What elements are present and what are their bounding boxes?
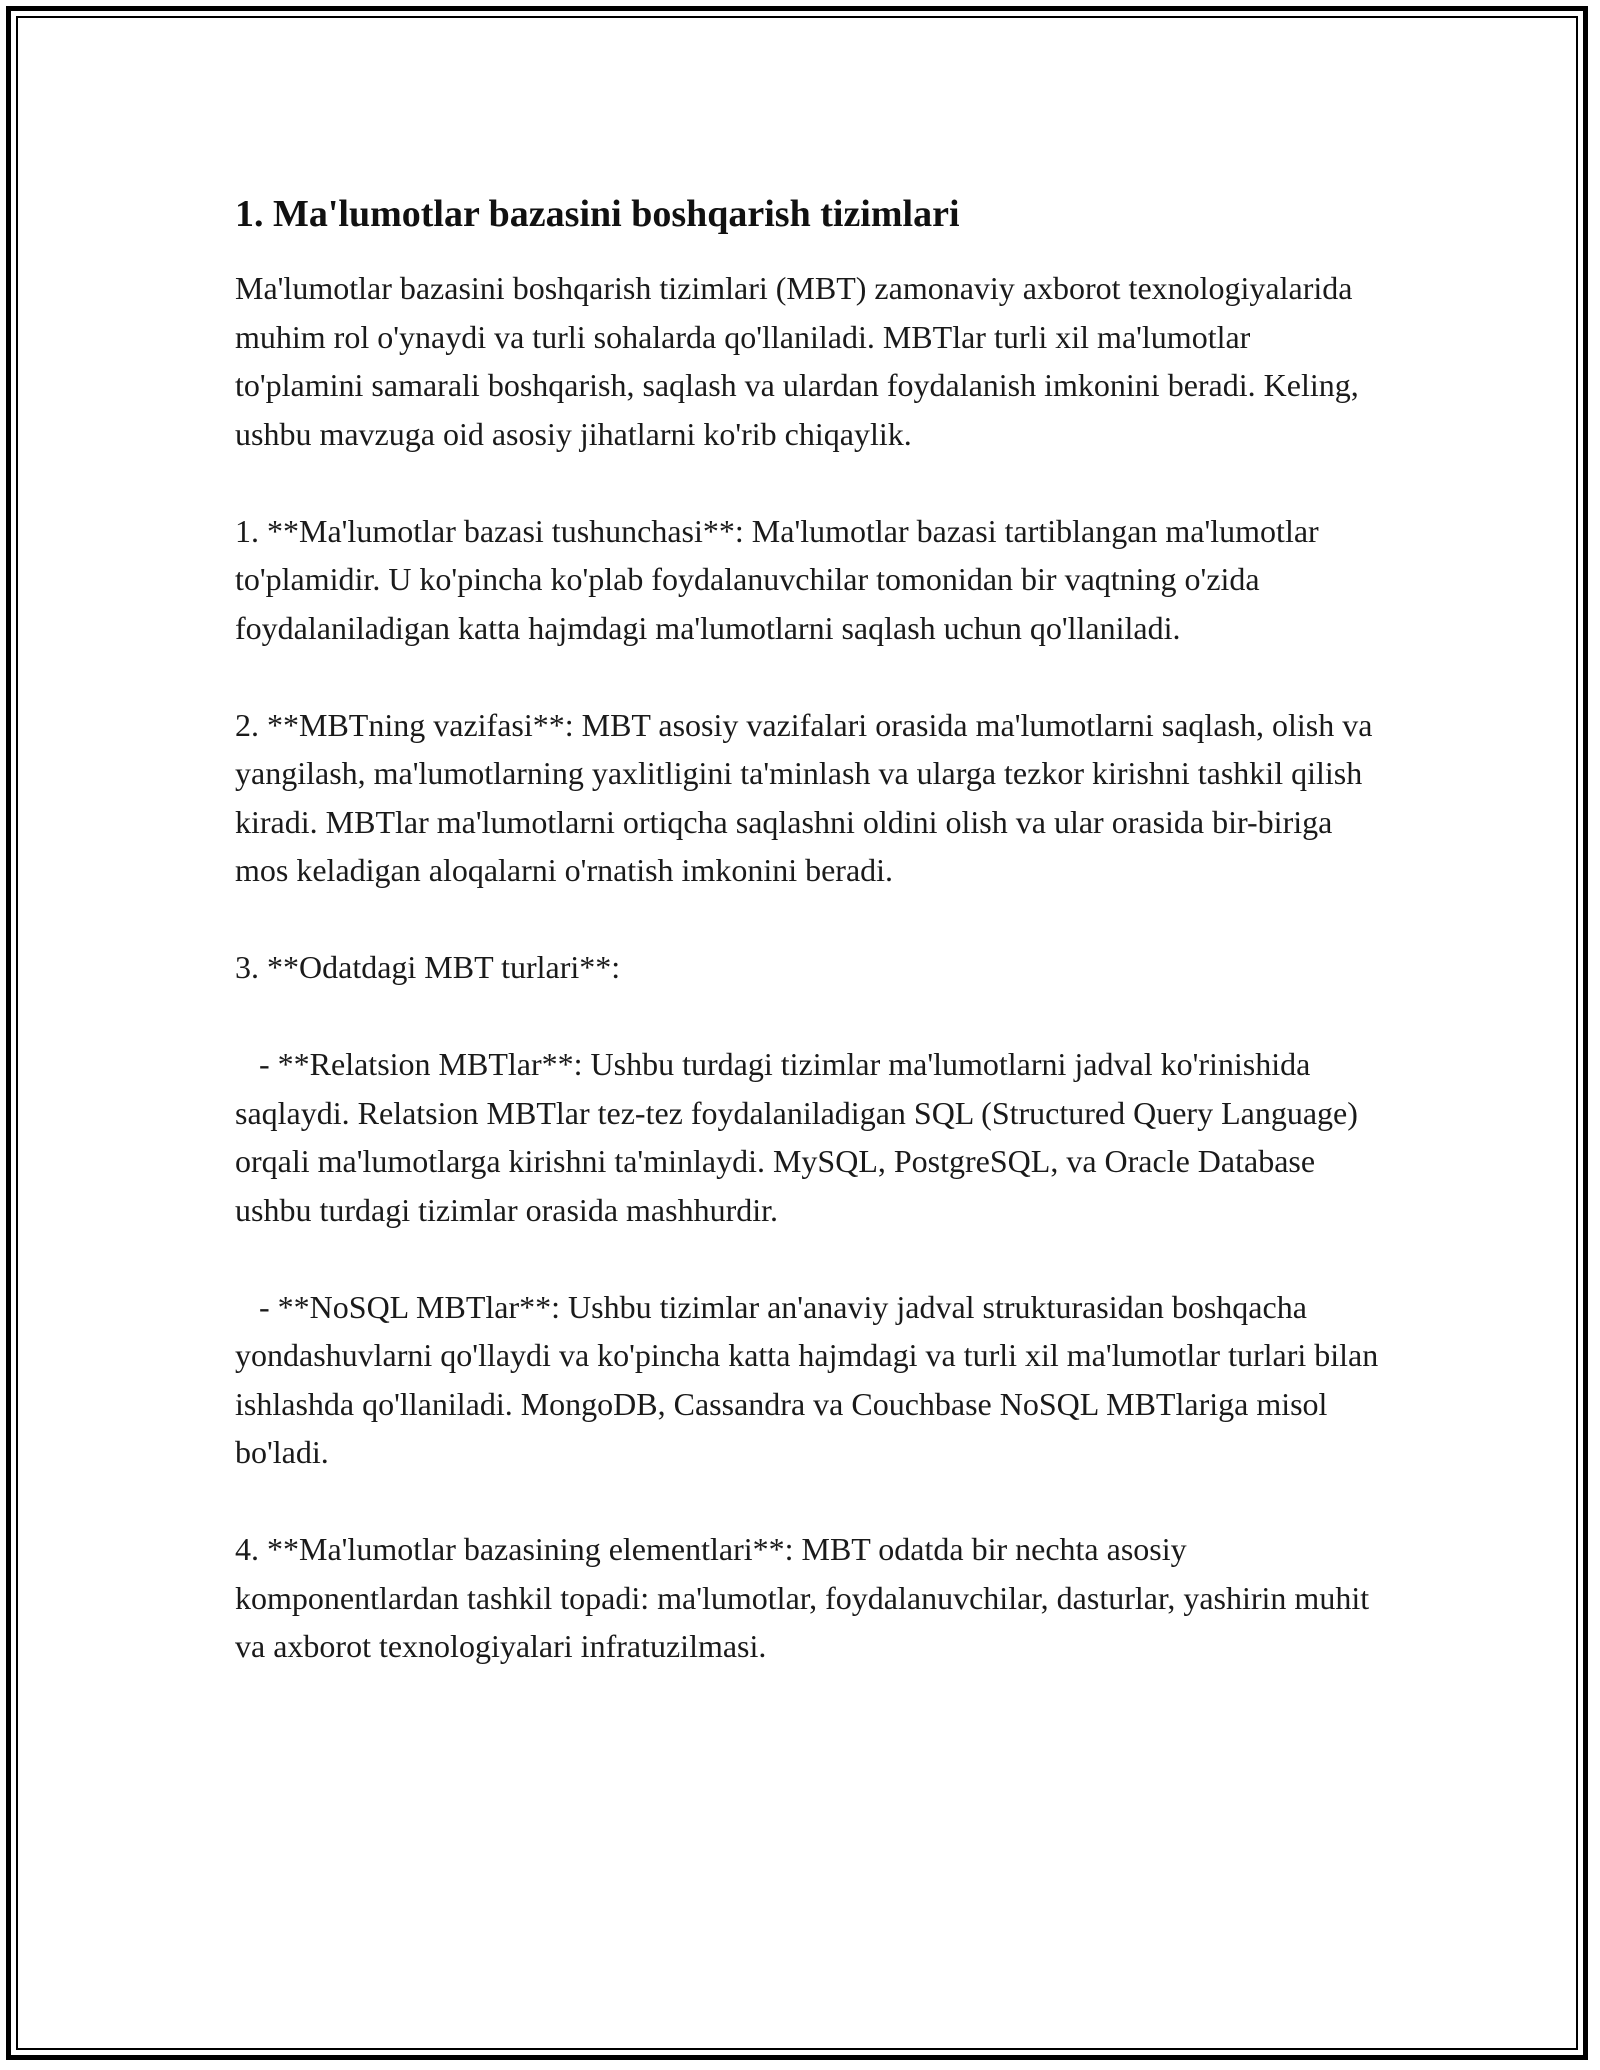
document-body xyxy=(235,190,1385,1719)
paragraph-dbms-function: 2. **MBTning vazifasi**: MBT asosiy vazifalari orasida ma'lumotlarni saqlash, olish va yangilash, ma'lumotlarning yaxlitligini ta'minlash va ularga tezkor kirishni tashkil qilish kiradi. MBTlar ma'lumotlarni ortiqcha saqlashni oldini olish va ular orasida bir-biriga mos keladigan aloqalarni o'rnatish imkonini beradi. xyxy=(235,706,1373,888)
intro-paragraph: Ma'lumotlar bazasini boshqarish tizimlari (MBT) zamonaviy axborot texnologiyalarida muhim rol o'ynaydi va turli sohalarda qo'llaniladi. MBTlar turli xil ma'lumotlar to'plamini samarali boshqarish, saqlash va ulardan foydalanish imkonini beradi. Keling, ushbu mavzuga oid asosiy jihatlarni ko'rib chiqaylik. xyxy=(235,270,1359,452)
page-title: 1. Ma'lumotlar bazasini boshqarish tizimlari xyxy=(235,193,960,235)
paragraph-database-concept: 1. **Ma'lumotlar bazasi tushunchasi**: Ma'lumotlar bazasi tartiblangan ma'lumotlar to'plamidir. U ko'pincha ko'plab foydalanuvchilar tomonidan bir vaqtning o'zida foydalaniladigan katta hajmdagi ma'lumotlarni saqlash uchun qo'llaniladi. xyxy=(235,512,1319,646)
paragraph-dbms-types: 3. **Odatdagi MBT turlari**: xyxy=(235,949,621,985)
paragraph-relational-dbms: - **Relatsion MBTlar**: Ushbu turdagi tizimlar ma'lumotlarni jadval ko'rinishida saqlaydi. Relatsion MBTlar tez-tez foydalaniladigan SQL (Structured Query Language) orqali ma'lumotlarga kirishni ta'minlaydi. MySQL, PostgreSQL, va Oracle Database ushbu turdagi tizimlar orasida mashhurdir. xyxy=(235,1046,1366,1228)
paragraph-dbms-elements: 4. **Ma'lumotlar bazasining elementlari**: MBT odatda bir nechta asosiy komponentlardan tashkil topadi: ma'lumotlar, foydalanuvchilar, dasturlar, yashirin muhit va axborot texnologiyalari infratuzilmasi. xyxy=(235,1531,1370,1664)
paragraph-nosql-dbms: - **NoSQL MBTlar**: Ushbu tizimlar an'anaviy jadval strukturasidan boshqacha yondashuvlarni qo'llaydi va ko'pincha katta hajmdagi va turli xil ma'lumotlar turlari bilan ishlashda qo'llaniladi. MongoDB, Cassandra va Couchbase NoSQL MBTlariga misol bo'ladi. xyxy=(235,1288,1387,1470)
